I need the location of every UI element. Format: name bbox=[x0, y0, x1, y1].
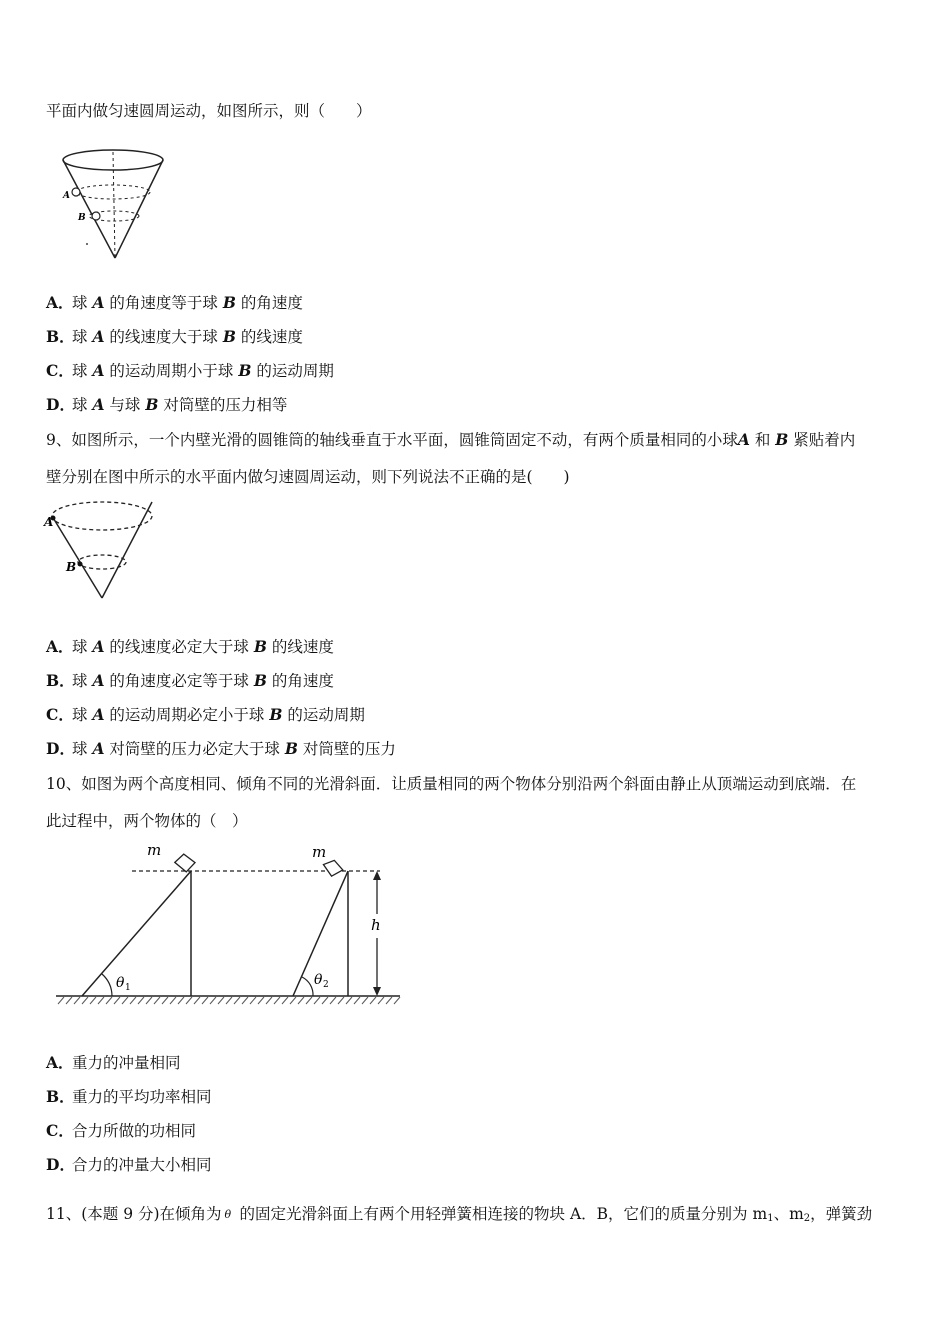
q9-option-b[interactable]: B．球 A 的角速度必定等于球 B 的角速度 bbox=[46, 671, 334, 690]
q10-theta-1-sub: 1 bbox=[125, 983, 131, 993]
q9-option-d[interactable]: D．球 A 对筒壁的压力必定大于球 B 对筒壁的压力 bbox=[46, 739, 396, 758]
q10-theta-2-sub: 2 bbox=[323, 980, 329, 990]
q8-question-tail: 平面内做匀速圆周运动，如图所示，则（ ） bbox=[46, 102, 372, 120]
q8-ball-a bbox=[72, 188, 80, 196]
q10-option-b[interactable]: B．重力的平均功率相同 bbox=[46, 1087, 212, 1106]
q11-theta-symbol: θ bbox=[224, 1208, 232, 1221]
q9-option-c[interactable]: C．球 A 的运动周期必定小于球 B 的运动周期 bbox=[46, 705, 365, 724]
q10-option-d[interactable]: D．合力的冲量大小相同 bbox=[46, 1155, 212, 1174]
q9-cone-figure bbox=[42, 500, 162, 604]
q8-option-c[interactable]: C．球 A 的运动周期小于球 B 的运动周期 bbox=[46, 361, 334, 380]
q8-option-d[interactable]: D．球 A 与球 B 对筒壁的压力相等 bbox=[46, 395, 288, 414]
q9-ball-b bbox=[78, 562, 83, 567]
q9-question-line1: 9、如图所示，一个内壁光滑的圆锥筒的轴线垂直于水平面，圆锥筒固定不动，有两个质量相同的小球A 和 B 紧贴着内 bbox=[46, 430, 856, 449]
q10-height-label: h bbox=[371, 916, 381, 934]
q8-label-a: A bbox=[63, 191, 70, 201]
q9-label-b: B bbox=[66, 560, 77, 574]
q10-theta-2: θ bbox=[314, 972, 323, 988]
q11-question-line1: 11、(本题 9 分)在倾角为 θ 的固定光滑斜面上有两个用轻弹簧相连接的物块 A．B，它们的质量分别为 $m_1$、$m_2$，弹簧劲 bbox=[46, 1205, 873, 1224]
q8-option-b[interactable]: B．球 A 的线速度大于球 B 的线速度 bbox=[46, 327, 303, 346]
q10-option-c[interactable]: C．合力所做的功相同 bbox=[46, 1121, 197, 1140]
q10-question-line1: 10、如图为两个高度相同、倾角不同的光滑斜面．让质量相同的两个物体分别沿两个斜面由静止从顶端运动到底端．在 bbox=[46, 775, 857, 793]
q10-mass-label-2: m bbox=[312, 843, 327, 861]
q10-mass-label-1: m bbox=[147, 841, 162, 859]
q8-option-a[interactable]: A．球 A 的角速度等于球 B 的角速度 bbox=[46, 293, 303, 312]
q10-theta-1: θ bbox=[116, 975, 125, 991]
q9-option-a[interactable]: A．球 A 的线速度必定大于球 B 的线速度 bbox=[46, 637, 334, 656]
q10-question-line2: 此过程中，两个物体的（ ） bbox=[46, 812, 248, 830]
q9-label-a: A bbox=[44, 515, 54, 529]
q8-ball-b bbox=[92, 212, 100, 220]
q10-option-a[interactable]: A．重力的冲量相同 bbox=[46, 1053, 181, 1072]
q9-question-line2: 壁分别在图中所示的水平面内做匀速圆周运动，则下列说法不正确的是( ) bbox=[46, 468, 570, 486]
q8-cone-figure bbox=[58, 146, 188, 266]
q8-label-b: B bbox=[78, 213, 86, 223]
q10-incline-figure bbox=[50, 840, 410, 1015]
